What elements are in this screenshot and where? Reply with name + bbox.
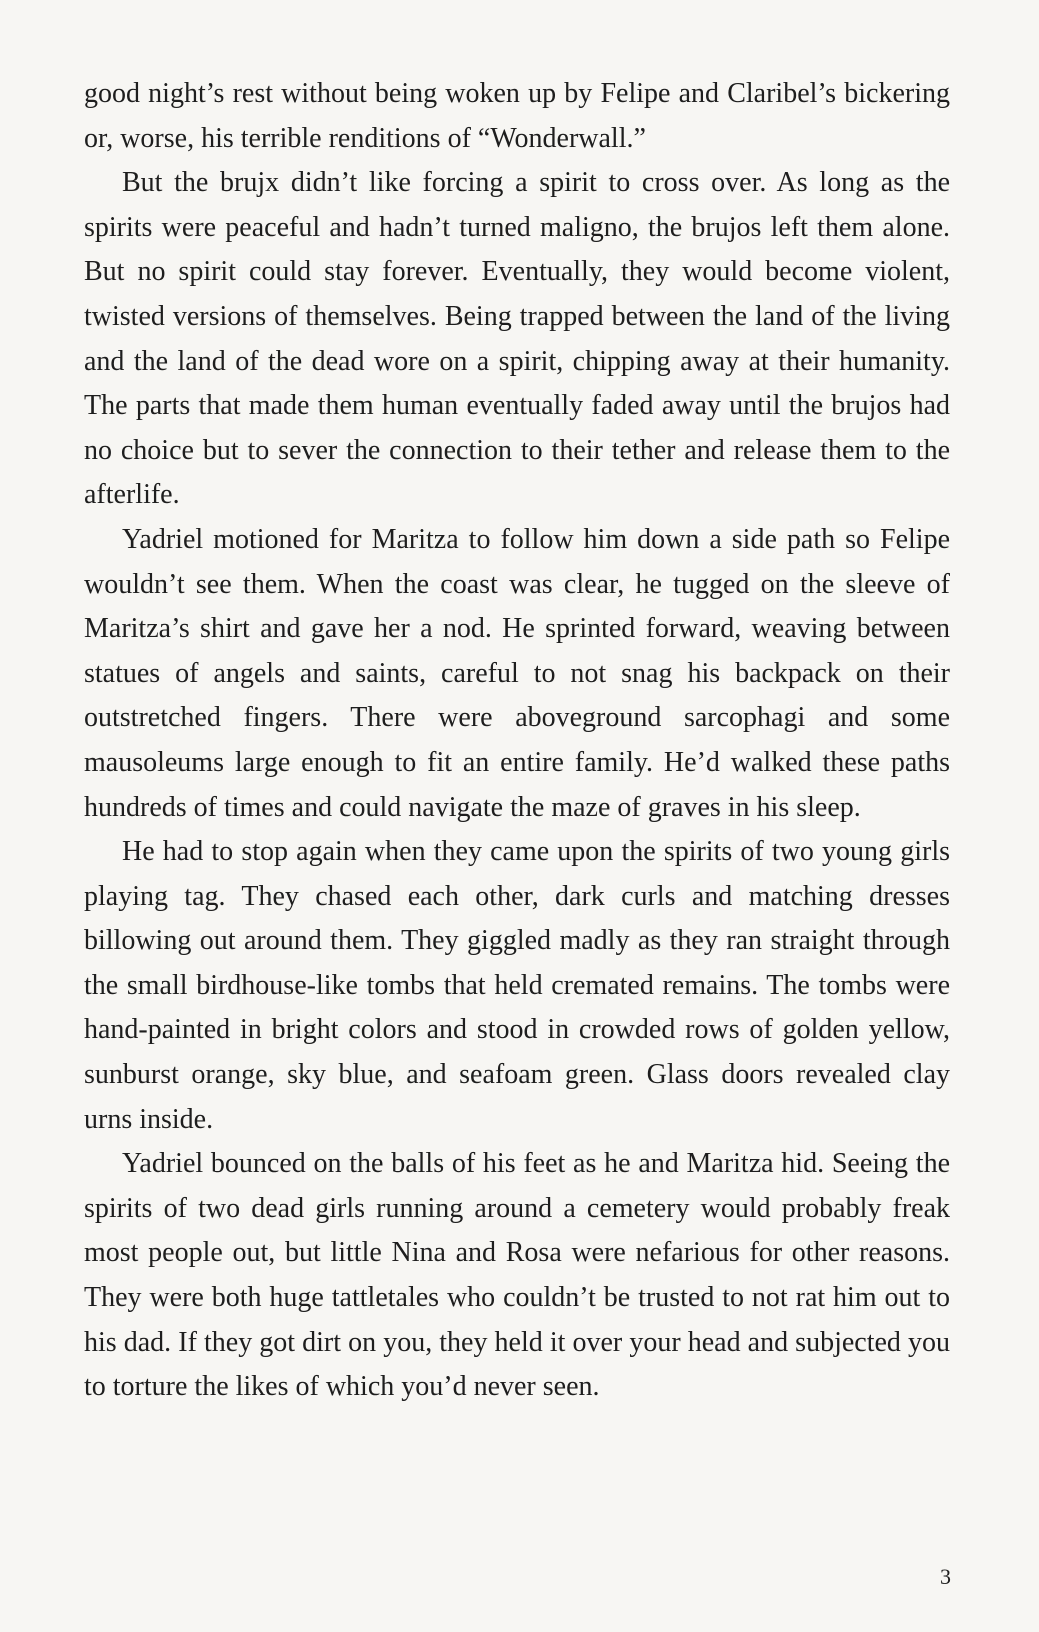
paragraph-5: Yadriel bounced on the balls of his feet as he and Maritza hid. Seeing the spirits of two dead girls running around a cemetery would probably freak most people out, but little Nina and Rosa were nefarious for other reasons. They were both huge tattletales who couldn’t be trusted to not rat him out to his dad. If they got dirt on you, they held it over your head and subjected you to torture the likes of which you’d never seen. [84, 1148, 950, 1403]
paragraph-4: He had to stop again when they came upon the spirits of two young girls playing tag. They chased each other, dark curls and matching dresses billowing out around them. They giggled madly as they ran straight through the small birdhouse-like tombs that held cremated remains. The tombs were hand-painted in bright colors and stood in crowded rows of golden yellow, sunburst orange, sky blue, and seafoam green. Glass doors revealed clay urns inside. [84, 836, 950, 1135]
paragraph-3: Yadriel motioned for Maritza to follow him down a side path so Felipe wouldn’t see them. When the coast was clear, he tugged on the sleeve of Maritza’s shirt and gave her a nod. He sprinted forward, weaving between statues of angels and saints, careful to not snag his backpack on their outstretched fingers. There were aboveground sarcophagi and some mausoleums large enough to fit an entire family. He’d walked these paths hundreds of times and could navigate the maze of graves in his sleep. [84, 523, 950, 823]
paragraph-2: But the brujx didn’t like forcing a spirit to cross over. As long as the spirits were peaceful and hadn’t turned maligno, the brujos left them alone. But no spirit could stay forever. Eventually, they would become violent, twisted versions of themselves. Being trapped between the land of the living and the land of the dead wore on a spirit, chipping away at their humanity. The parts that made them human eventually faded away until the brujos had no choice but to sever the connection to their tether and release them to the afterlife. [84, 167, 950, 511]
body-text [84, 72, 950, 1410]
page-number: 3 [940, 1564, 951, 1589]
paragraph-1: good night’s rest without being woken up by Felipe and Claribel’s bickering or, worse, his terrible renditions of “Wonderwall.” [84, 78, 950, 154]
